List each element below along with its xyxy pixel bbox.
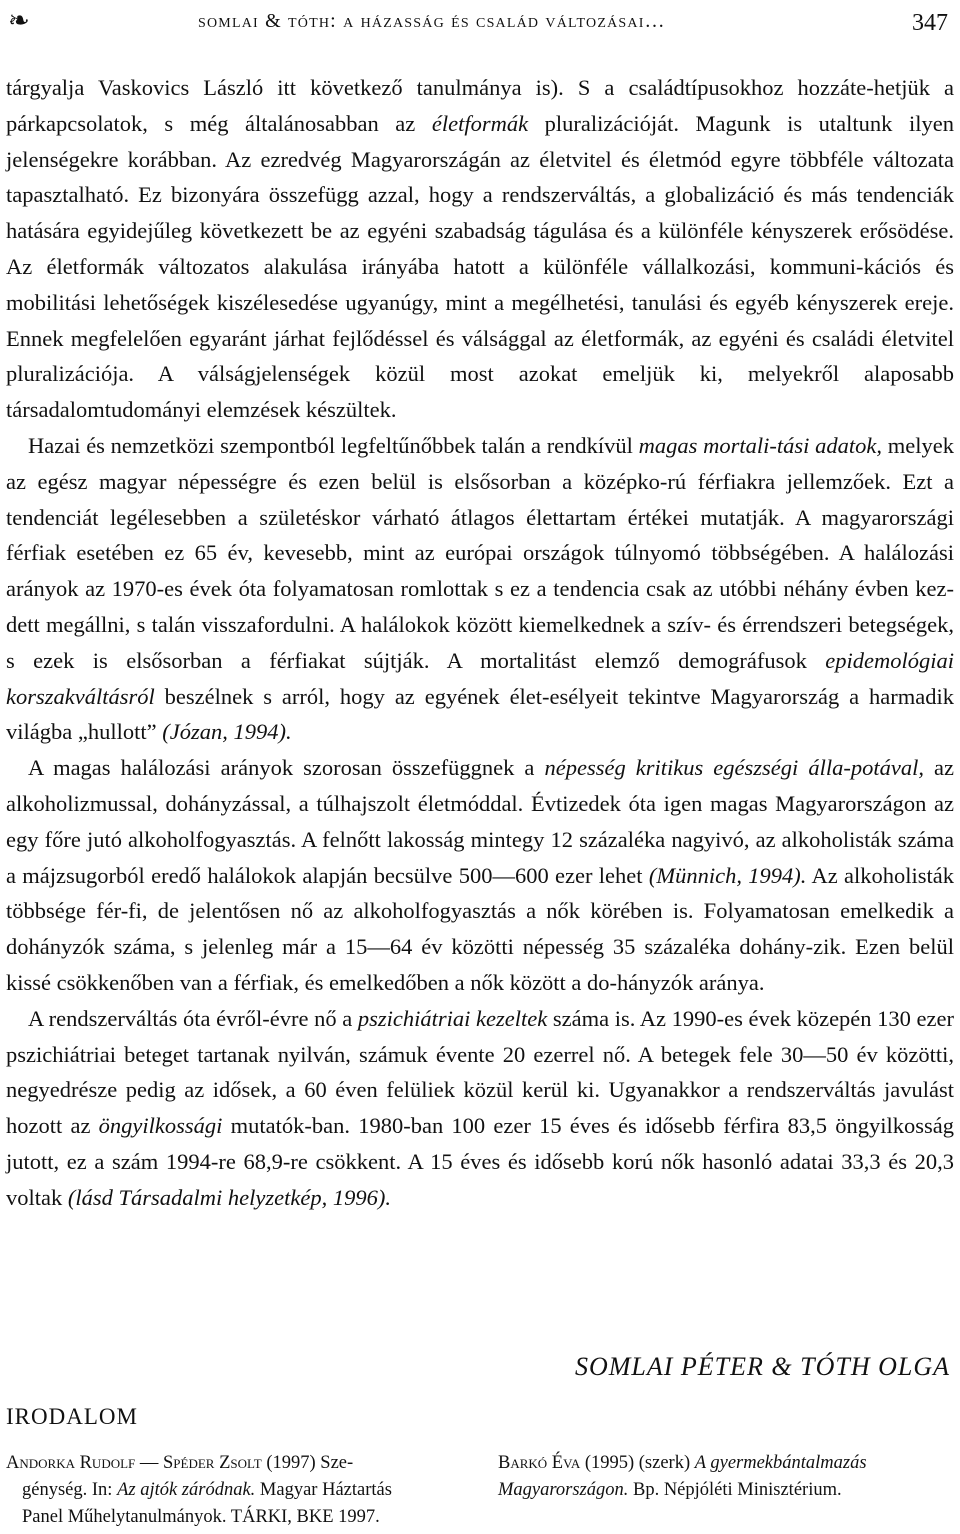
text-run: tárgyalja Vaskovics László itt következő tanulmánya is). S a családtípusokhoz hozzáte-hetjük a párkapcsolatok, s még általánosabban az <box>6 75 954 136</box>
bibliography-entry <box>6 1450 466 1531</box>
citation: (lásd Társadalmi helyzetkép, 1996). <box>67 1184 391 1210</box>
italic-run: életformák <box>431 110 529 136</box>
bibliography-title: IRODALOM <box>6 1404 138 1429</box>
text-run: A rendszerváltás óta évről-évre nő a <box>28 1005 358 1031</box>
bib-title-italic: A gyermekbántalmazás Magyarországon. <box>498 1453 867 1500</box>
text-run: Az alkoholisták többsége fér-fi, de jelentősen nő az alkoholfogyasztás a nők körében is. Folyamatosan emelkedik a dohányzók száma, s jelenleg már a 15—64 év közötti népesség 35 százaléka dohány-zik. Ezen belül kissé csökkenőben van a férfiak, és emelkedőben a nők között a do-hányzók aránya. <box>6 862 954 995</box>
fleuron-icon: ❧ <box>8 6 30 35</box>
citation: (Münnich, 1994). <box>648 862 807 888</box>
paragraph <box>6 70 954 428</box>
text-run: melyek az egész magyar népességre és ezen belül is elsősorban a középko-rú férfiakra jellemzőek. Ezt a tendenciát legélesebben a születéskor várható átlagos élettartam értékei mutatják. A magyarországi férfiak esetében ez 65 év, kevesebb, mint az európai országok túlnyomó többségében. A halálozási arányok az 1970-es évek óta folyamatosan romlottak s ez a tendencia csak az utóbbi néhány évben kez-dett megállni, s talán visszafordulni. A halálokok között kiemelkednek a szív- és érrendszeri betegségek, s ezek is elsősorban a férfiakat sújtják. A mortalitást elemző demográfusok <box>6 432 954 673</box>
page-number: 347 <box>912 10 948 36</box>
paragraph <box>6 428 954 750</box>
body-text <box>6 70 954 1216</box>
text-run: száma is. Az 1990-es évek közepén 130 ezer pszichiátriai beteget tartanak nyilván, számuk évente 20 ezerrel nő. A betegek fele 30—50 év közötti, negyedrésze pedig az idősek, a 60 éven felüliek közül kerül ki. Ugyanakkor a rendszerváltás javulást hozott az <box>6 1005 955 1139</box>
text-run: Panel Műhelytanulmányok. TÁRKI, BKE 1997. <box>22 1507 380 1527</box>
text-run: az alkoholizmussal, dohányzással, a túlhajszolt életmóddal. Évtizedek óta igen magas Magyarországon az egy főre jutó alkoholfogyasztás. A felnőtt lakosság mintegy 12 százaléka nagyivó, az alkoholisták száma a májzsugorból eredő halálokok alapján becsülve 500—600 ezer lehet <box>6 755 954 888</box>
text-run: A magas halálozási arányok szorosan összefüggnek a <box>28 755 545 781</box>
running-header <box>8 6 952 42</box>
italic-run: öngyilkossági <box>98 1113 223 1139</box>
author-signature: SOMLAI PÉTER & TÓTH OLGA <box>574 1352 950 1381</box>
bib-authors: Barkó Éva <box>498 1453 581 1473</box>
bib-year: (1997) Sze- <box>261 1453 354 1473</box>
paragraph <box>6 1001 954 1216</box>
bibliography-entry <box>498 1450 954 1504</box>
italic-run: pszichiátriai kezeltek <box>357 1005 548 1031</box>
bib-title-italic: Az ajtók záródnak. <box>117 1480 256 1500</box>
paragraph <box>6 750 954 1001</box>
italic-run: epidemológiai korszakváltásról <box>6 647 954 709</box>
text-run: (1995) (szerk) <box>580 1453 695 1473</box>
running-title: somlai & tóth: a házasság és család változásai… <box>198 10 666 32</box>
text-run: Bp. Népjóléti Minisztérium. <box>628 1480 842 1500</box>
text-run: Hazai és nemzetközi szempontból legfeltűnőbbek talán a rendkívül <box>28 432 639 458</box>
text-run: beszélnek s arról, hogy az egyének élet-esélyeit tekintve Magyarország a harmadik világba „hullott” <box>6 683 954 745</box>
text-run: mutatók-ban. 1980-ban 100 ezer 15 éves és idősebb férfira 83,5 öngyilkosság jutott, ez a szám 1994-re 68,9-re csökkent. A 15 éves és idősebb korú nők hasonló adatai 33,3 és 20,3 voltak <box>6 1113 954 1210</box>
bib-authors: Andorka Rudolf — Spéder Zsolt <box>6 1453 262 1473</box>
text-run: génység. In: <box>22 1480 118 1500</box>
citation: (Józan, 1994). <box>162 719 292 745</box>
italic-run: népesség kritikus egészségi álla-potával, <box>544 755 924 781</box>
text-run: Magyar Háztartás <box>255 1480 392 1500</box>
italic-run: magas mortali-tási adatok, <box>638 432 883 458</box>
text-run: pluralizációját. Magunk is utaltunk ilyen jelenségekre korábban. Az ezredvég Magyarországán az életvitel és életmód egyre többféle változata tapasztalható. Ez bizonyára összefügg azzal, hogy a rendszerváltás, a globalizáció és más tendenciák hatására egyidejűleg következett be az egyéni szabadság tágulása és a különféle kényszerek erősödése. Az életformák változatos alakulása irányába hatott a különféle vállalkozási, kommuni-kációs és mobilitási lehetőségek kiszélesedése ugyanúgy, mint a megélhetési, tanulási és egyéb kényszerek ereje. Ennek megfelelően egyaránt járhat fejlődéssel és válsággal az életformák, az egyéni és családi életvitel pluralizációja. A válságjelenségek közül most azokat emeljük ki, melyekről alaposabb társadalomtudományi elemzések készültek. <box>6 110 954 423</box>
